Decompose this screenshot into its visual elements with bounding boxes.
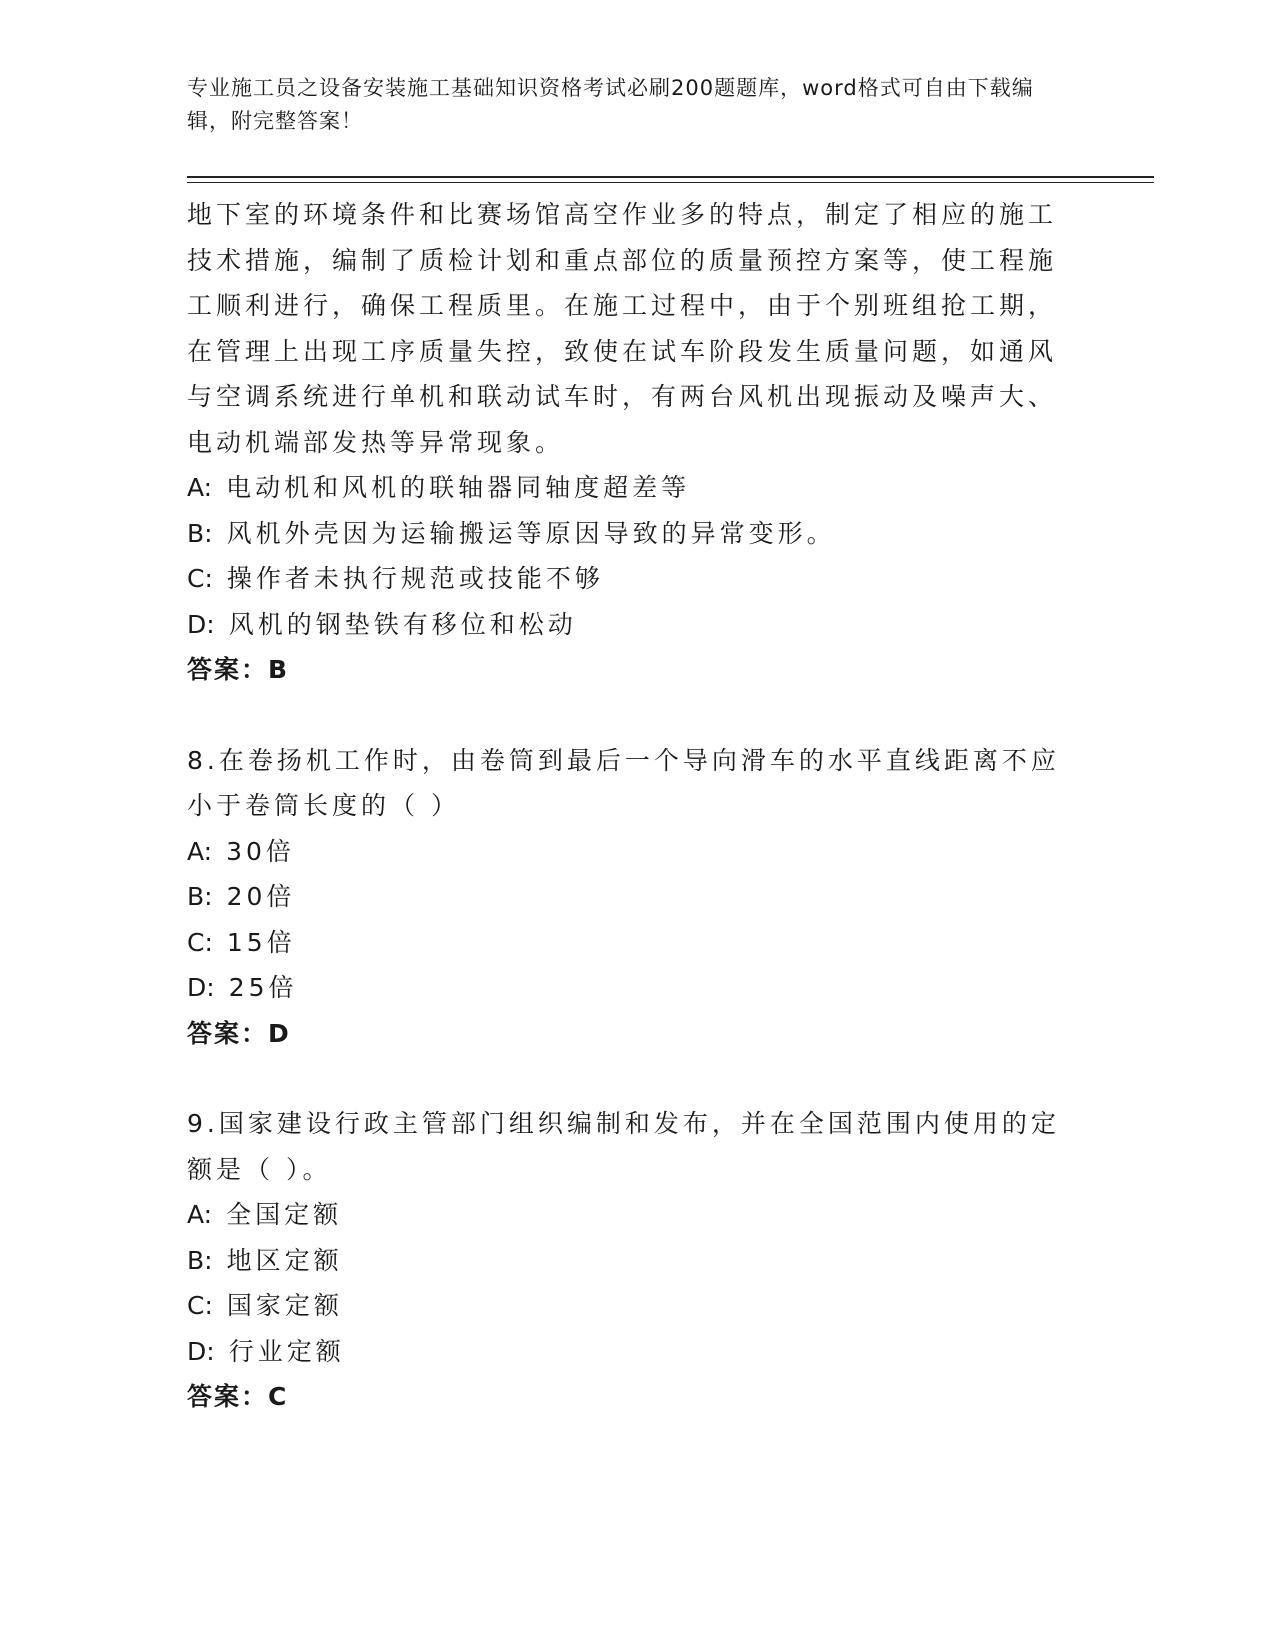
document-body: [187, 192, 1067, 1420]
option-label: C:: [187, 1291, 213, 1320]
header-divider-thin: [187, 182, 1154, 183]
option-text: 风机外壳因为运输搬运等原因导致的异常变形。: [226, 518, 836, 548]
option-c: [187, 920, 1067, 966]
option-text: 地区定额: [226, 1245, 343, 1275]
option-text: 操作者未执行规范或技能不够: [226, 564, 604, 593]
document-header: 专业施工员之设备安装施工基础知识资格考试必刷200题题库，word格式可自由下载编辑，附完整答案！: [187, 76, 1034, 133]
question-7-continuation: [187, 192, 1067, 693]
option-b: [187, 874, 1067, 920]
option-label: D:: [187, 1336, 215, 1366]
option-a: [187, 829, 1067, 875]
option-label: D:: [187, 973, 215, 1002]
option-c: [187, 556, 1067, 602]
option-c: [187, 1283, 1067, 1329]
option-text: 行业定额: [228, 1336, 345, 1366]
option-label: A:: [187, 1200, 213, 1229]
question-8: [187, 738, 1067, 1057]
option-label: A:: [187, 836, 213, 866]
option-a: [187, 465, 1067, 511]
option-label: B:: [187, 518, 213, 548]
option-label: D:: [187, 609, 215, 639]
option-label: B:: [187, 1245, 213, 1275]
option-text: 25倍: [228, 973, 298, 1002]
option-text: 15倍: [226, 927, 296, 957]
question-9: [187, 1101, 1067, 1420]
option-label: B:: [187, 882, 213, 911]
option-text: 电动机和风机的联轴器同轴度超差等: [226, 473, 691, 502]
answer-line: 答案：B: [187, 655, 290, 684]
option-text: 20倍: [226, 882, 296, 911]
answer-line: 答案：D: [187, 1018, 291, 1048]
header-divider-thick: [187, 176, 1154, 178]
option-d: [187, 602, 1067, 648]
option-text: 30倍: [226, 836, 295, 866]
option-text: 国家定额: [226, 1291, 343, 1320]
option-d: [187, 965, 1067, 1011]
option-label: C:: [187, 564, 213, 593]
question-stem: 9.国家建设行政主管部门组织编制和发布，并在全国范围内使用的定额是（ ）。: [187, 1109, 1060, 1184]
option-b: [187, 511, 1067, 557]
option-label: C:: [187, 927, 213, 957]
question-stem-continuation: 地下室的环境条件和比赛场馆高空作业多的特点，制定了相应的施工技术措施，编制了质检计划和重点部位的质量预控方案等，使工程施工顺利进行，确保工程质里。在施工过程中，由于个别班组抢工期，在管理上出现工序质量失控，致使在试车阶段发生质量问题，如通风与空调系统进行单机和联动试车时，有两台风机出现振动及噪声大、电动机端部发热等异常现象。: [187, 200, 1058, 457]
option-b: [187, 1238, 1067, 1284]
option-a: [187, 1192, 1067, 1238]
option-d: [187, 1329, 1067, 1375]
option-text: 全国定额: [226, 1200, 343, 1229]
question-stem: 8.在卷扬机工作时，由卷筒到最后一个导向滑车的水平直线距离不应小于卷筒长度的（ ）: [187, 745, 1060, 820]
option-label: A:: [187, 473, 213, 502]
option-text: 风机的钢垫铁有移位和松动: [228, 609, 577, 639]
answer-line: 答案：C: [187, 1382, 289, 1411]
